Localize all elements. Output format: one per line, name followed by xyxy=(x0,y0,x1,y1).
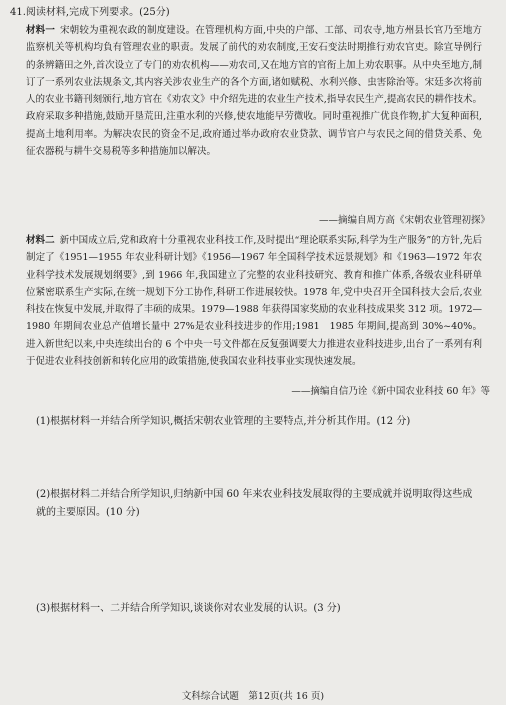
page-footer: 文科综合试题 第12页(共 16 页) xyxy=(181,691,325,702)
material-2-text: 新中国成立后,党和政府十分重视农业科技工作,及时提出“理论联系实际,科学为生产服务”的方针,先后制定了《1951—1955 年农业科研计划》《1956—1967 年全国科学技术远景规划》和《1963—1972 年农业科学技术发展规划纲要》,到 1966 年,我国建立了完整的农业科技研究、教育和推广体系,各级农业科研单位紧密联系生产实际,在统一规划下分工协作,科研工作进展较快。1978 年,党中央召开全国科技大会后,农业科技在恢复中发展,并取得了丰硕的成果。1979—1988 年获得国家奖励的农业科技成果奖 312 项。1972—1980 年期间农业总产值增长量中 27%是农业科技进步的作用;1981 1985 年期间,提高到 30%~40%。进入新世纪以来,中央连续出台的 6 个中央一号文件都在反复强调要大力推进农业科技进步,出台了一系列有利于促进农业科技创新和转化应用的政策措施,使我国农业科技事业实现快速发展。 xyxy=(26,235,482,368)
material-1-label: 材料一 xyxy=(26,25,56,36)
material-1-text: 宋朝较为重视农政的制度建设。在管理机构方面,中央的户部、工部、司农寺,地方州县长官乃至地方监察机关等机构均負有管理农业的职责。发展了前代的劝农制度,王安石变法时期推行劝农官吏。除宣导例行的条辨籍田之外,首次设立了专门的劝农机构——劝农司,又在地方官的官衔上加上劝农职事。从中央至地方,制订了一系列农业法规条文,其内容关涉农业生产的各个方面,诸如赋税、水利兴修、虫害除治等。宋廷多次将前人的农业书籍刊刻颁行,地方官在《劝农文》中介绍先进的农业生产技术,指导农民生产,提高农民的耕作技术。政府采取多种措施,鼓励开垦荒田,注重水利的兴修,使农地能早劳微收。同时重视推广优良作物,扩大复种面积,提高土地利用率。为解决农民的资金不足,政府通过举办政府农业贷款、调节官户与农民之间的借贷关系、免征农器税与耕牛交易税等多种措施加以解决。 xyxy=(26,25,482,158)
question-heading: 41.阅读材料,完成下列要求。(25分) xyxy=(10,7,170,18)
material-2 xyxy=(26,232,482,370)
material-1 xyxy=(26,22,482,160)
question-2: (2)根据材料二并结合所学知识,归纳新中国 60 年来农业科技发展取得的主要成就并说明取得这些成就的主要原因。(10 分) xyxy=(36,489,473,518)
material-2-source: ——摘编自信乃诠《新中国农业科技 60 年》等 xyxy=(291,386,490,397)
material-1-source: ——摘编自周方高《宋朝农业管理初探》 xyxy=(318,215,490,226)
question-1: (1)根据材料一并结合所学知识,概括宋朝农业管理的主要特点,并分析其作用。(12 分) xyxy=(36,416,411,427)
material-2-label: 材料二 xyxy=(26,235,55,246)
question-3: (3)根据材料一、二并结合所学知识,谈谈你对农业发展的认识。(3 分) xyxy=(36,603,341,614)
